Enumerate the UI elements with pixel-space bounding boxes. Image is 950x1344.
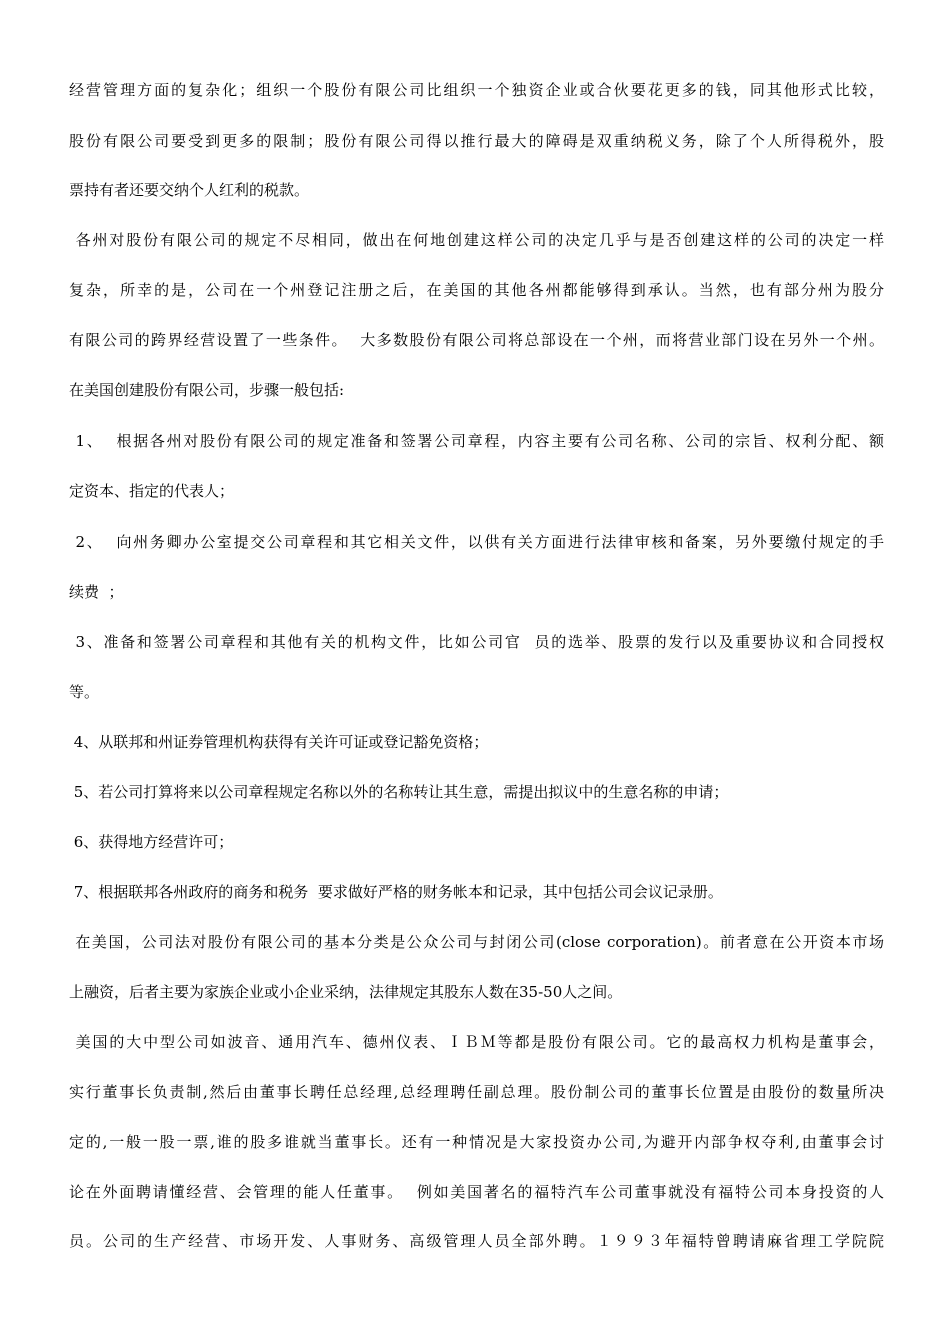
text-line: 定资本、指定的代表人； xyxy=(69,482,235,500)
text-line: 票持有者还要交纳个人红利的税款。 xyxy=(69,181,310,199)
text-line: 续费 ； xyxy=(69,583,124,601)
text-line: 定的,一般一股一票,谁的股多谁就当董事长。还有一种情况是大家投资办公司,为避开内部争权夺利,由董事会讨 xyxy=(69,1133,884,1151)
text-line: 股份有限公司要受到更多的限制；股份有限公司得以推行最大的障碍是双重纳税义务，除了个人所得税外，股 xyxy=(69,132,884,150)
text-line: 3、准备和签署公司章程和其他有关的机构文件，比如公司官 员的选举、股票的发行以及重要协议和合同授权 xyxy=(69,633,884,651)
text-line: 上融资，后者主要为家族企业或小企业采纳，法律规定其股东人数在35-50人之间。 xyxy=(69,983,623,1001)
text-line: 4、从联邦和州证券管理机构获得有关许可证或登记豁免资格； xyxy=(69,733,489,751)
text-line: 在美国，公司法对股份有限公司的基本分类是公众公司与封闭公司(close corporation)。前者意在公开资本市场 xyxy=(69,933,884,951)
text-line: 实行董事长负责制,然后由董事长聘任总经理,总经理聘任副总理。股份制公司的董事长位置是由股份的数量所决 xyxy=(69,1083,884,1101)
text-line: 7、根据联邦各州政府的商务和税务 要求做好严格的财务帐本和记录，其中包括公司会议记录册。 xyxy=(69,883,723,901)
text-line: 在美国创建股份有限公司，步骤一般包括: xyxy=(69,381,345,399)
text-line: 5、若公司打算将来以公司章程规定名称以外的名称转让其生意，需提出拟议中的生意名称的申请； xyxy=(69,783,729,801)
text-line: 经营管理方面的复杂化；组织一个股份有限公司比组织一个独资企业或合伙要花更多的钱，同其他形式比较， xyxy=(69,81,884,99)
text-line: 美国的大中型公司如波音、通用汽车、德州仪表、ＩＢＭ等都是股份有限公司。它的最高权力机构是董事会， xyxy=(69,1033,884,1051)
text-line: 员。公司的生产经营、市场开发、人事财务、高级管理人员全部外聘。１９９３年福特曾聘请麻省理工学院院 xyxy=(69,1232,884,1250)
text-line: 2、 向州务卿办公室提交公司章程和其它相关文件，以供有关方面进行法律审核和备案，另外要缴付规定的手 xyxy=(69,533,884,551)
text-line: 等。 xyxy=(69,683,100,701)
text-line: 复杂，所幸的是，公司在一个州登记注册之后，在美国的其他各州都能够得到承认。当然，也有部分州为股分 xyxy=(69,281,884,299)
text-line: 有限公司的跨界经营设置了一些条件。 大多数股份有限公司将总部设在一个州，而将营业部门设在另外一个州。 xyxy=(69,331,884,349)
text-line: 6、获得地方经营许可； xyxy=(69,833,234,851)
text-line: 论在外面聘请懂经营、会管理的能人任董事。 例如美国著名的福特汽车公司董事就没有福特公司本身投资的人 xyxy=(69,1183,884,1201)
text-line: 1、 根据各州对股份有限公司的规定准备和签署公司章程，内容主要有公司名称、公司的宗旨、权利分配、额 xyxy=(69,432,884,450)
text-line: 各州对股份有限公司的规定不尽相同，做出在何地创建这样公司的决定几乎与是否创建这样的公司的决定一样 xyxy=(69,231,884,249)
